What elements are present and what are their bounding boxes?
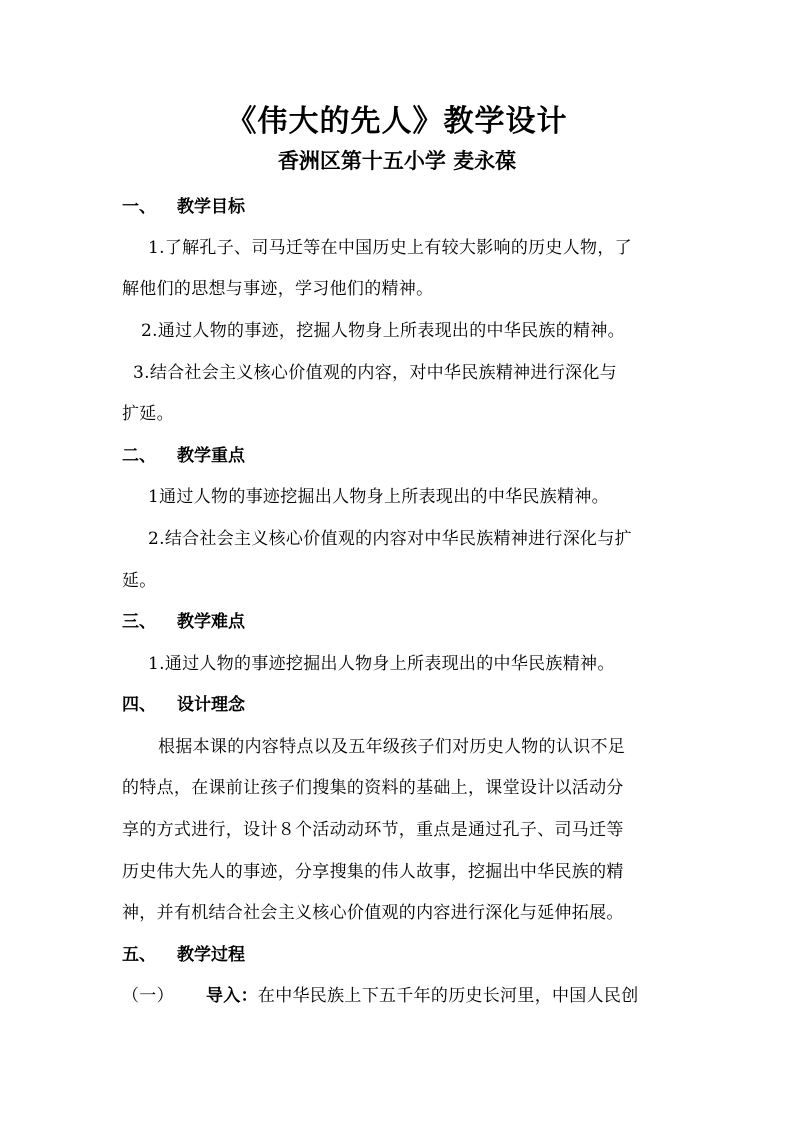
- paragraph-line: 延。: [122, 571, 157, 591]
- section-title: 教学目标: [177, 197, 245, 217]
- paragraph-line: 1.了解孔子、司马迁等在中国历史上有较大影响的历史人物，了: [148, 238, 632, 258]
- section-number: 五、: [122, 945, 156, 965]
- paragraph-line: 根据本课的内容特点以及五年级孩子们对历史人物的认识不足: [158, 737, 626, 757]
- section-number: 一、: [122, 197, 156, 217]
- section-title: 教学难点: [177, 612, 245, 632]
- section-heading-difficulties: [122, 607, 245, 632]
- subsection-label: 导入：: [206, 986, 258, 1006]
- section-title: 教学过程: [177, 945, 245, 965]
- section-title: 教学重点: [177, 446, 245, 466]
- subsection-line: [122, 981, 639, 1006]
- section-heading-objectives: [122, 192, 245, 217]
- section-number: 四、: [122, 695, 156, 715]
- paragraph-line: 2.结合社会主义核心价值观的内容对中华民族精神进行深化与扩: [148, 529, 632, 549]
- subsection-number: （一）: [122, 986, 174, 1006]
- paragraph-line: 3.结合社会主义核心价值观的内容，对中华民族精神进行深化与: [133, 363, 617, 383]
- section-number: 二、: [122, 446, 156, 466]
- paragraph-line: 的特点，在课前让孩子们搜集的资料的基础上，课堂设计以活动分: [122, 778, 624, 798]
- subsection-text: 在中华民族上下五千年的历史长河里，中国人民创: [257, 986, 639, 1006]
- section-heading-design-concept: [122, 690, 245, 715]
- document-title: 《伟大的先人》教学设计: [226, 104, 568, 139]
- paragraph-line: 解他们的思想与事迹，学习他们的精神。: [122, 279, 434, 299]
- section-heading-key-points: [122, 441, 245, 466]
- paragraph-line: 神，并有机结合社会主义核心价值观的内容进行深化与延伸拓展。: [122, 903, 624, 923]
- document-author: 香洲区第十五小学 麦永葆: [277, 148, 517, 173]
- section-title: 设计理念: [177, 695, 245, 715]
- paragraph-line: 扩延。: [122, 404, 174, 424]
- paragraph-line: 1.通过人物的事迹挖掘出人物身上所表现出的中华民族精神。: [148, 654, 615, 674]
- section-heading-teaching-process: [122, 940, 245, 965]
- section-number: 三、: [122, 612, 156, 632]
- paragraph-line: 2.通过人物的事迹，挖掘人物身上所表现出的中华民族的精神。: [141, 321, 625, 341]
- paragraph-line: 1通过人物的事迹挖掘出人物身上所表现出的中华民族精神。: [148, 487, 609, 507]
- paragraph-line: 享的方式进行，设计８个活动动环节，重点是通过孔子、司马迁等: [122, 820, 624, 840]
- paragraph-line: 历史伟大先人的事迹，分享搜集的伟人故事，挖掘出中华民族的精: [122, 862, 624, 882]
